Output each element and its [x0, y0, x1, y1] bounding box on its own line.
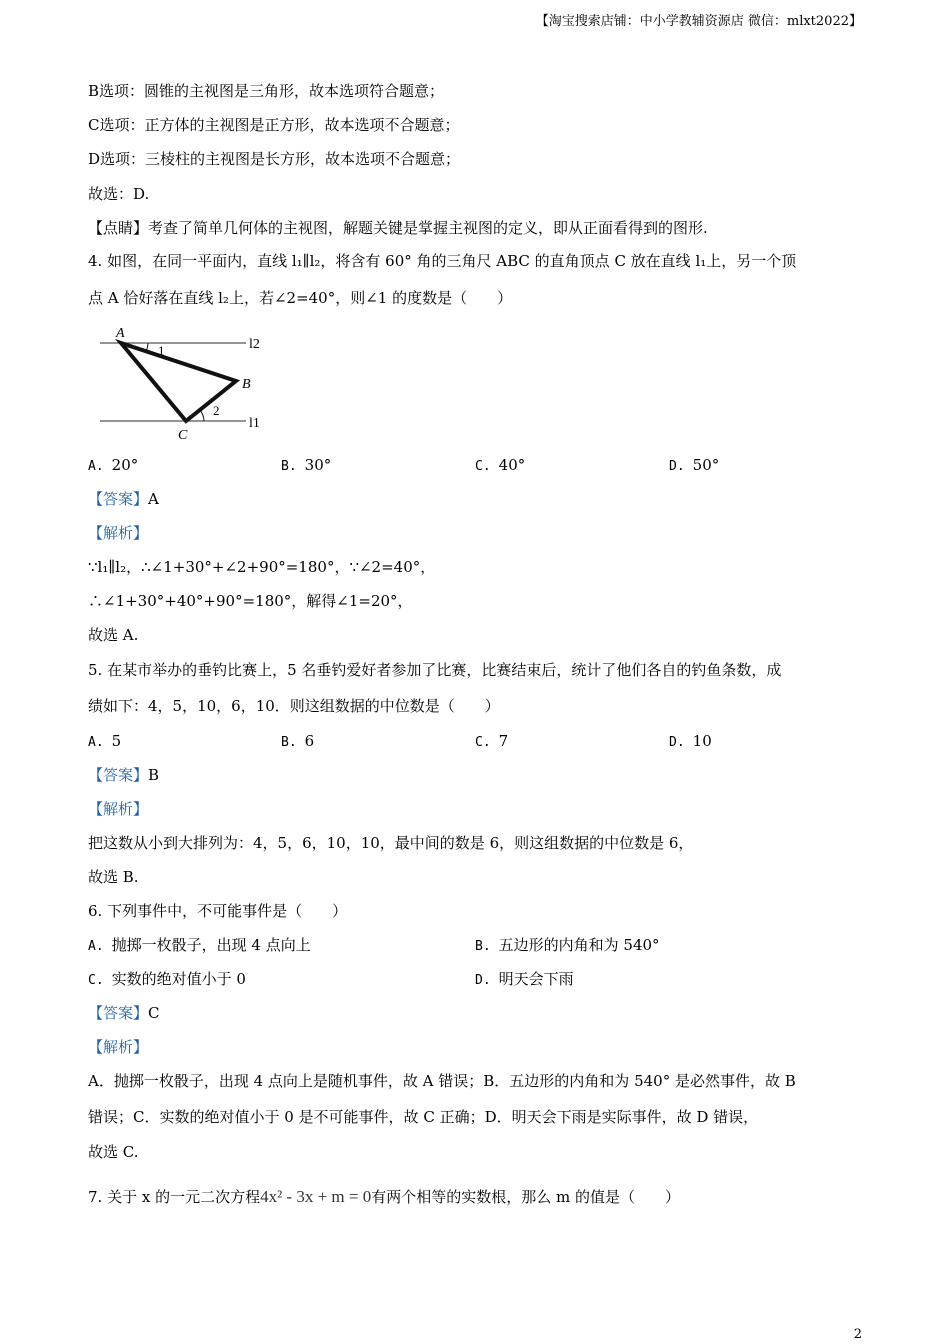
option-text: 抛掷一枚骰子，出现 4 点向上: [111, 936, 311, 954]
q4-answer: [88, 489, 159, 509]
label-angle1: 1: [158, 343, 165, 358]
q5-analysis-tag: 【解析】: [88, 800, 149, 818]
option-label: C.: [475, 735, 491, 750]
option-text: 明天会下雨: [498, 970, 574, 988]
q5-stem-line2: 绩如下：4，5，10，6，10．则这组数据的中位数是（ ）: [88, 697, 500, 715]
q6-option-c: [88, 969, 246, 991]
q5-option-a: [88, 731, 121, 753]
q7-equation: 4x² - 3x + m = 0: [260, 1187, 372, 1206]
option-text: 30°: [304, 456, 332, 474]
label-b: B: [242, 377, 251, 392]
q6-choose: 故选 C.: [88, 1143, 139, 1161]
option-text: 50°: [692, 456, 720, 474]
q4-stem-line1: 4. 如图，在同一平面内，直线 l₁∥l₂，将含有 60° 角的三角尺 ABC 的直角顶点 C 放在直线 l₁上，另一个顶: [88, 252, 797, 270]
label-a: A: [116, 326, 125, 341]
q3-line-d: D选项：三棱柱的主视图是长方形，故本选项不合题意；: [88, 150, 461, 168]
q3-line-b: B选项：圆锥的主视图是三角形，故本选项符合题意；: [88, 82, 445, 100]
q4-option-a: [88, 455, 138, 477]
q5-stem-line1: 5. 在某市举办的垂钓比赛上，5 名垂钓爱好者参加了比赛，比赛结束后，统计了他们各自的钓鱼条数，成: [88, 661, 782, 679]
q3-line-c: C选项：正方体的主视图是正方形，故本选项不合题意；: [88, 116, 460, 134]
label-l1: l1: [249, 416, 260, 431]
q4-option-d: [669, 455, 719, 477]
q3-choose: 故选：D.: [88, 185, 150, 203]
option-label: D.: [669, 459, 685, 474]
q6-answer: [88, 1003, 160, 1023]
q4-choose: 故选 A.: [88, 626, 139, 644]
option-text: 7: [498, 732, 509, 750]
page-number: 2: [853, 1327, 862, 1342]
comment-tag: 【点睛】: [88, 219, 149, 237]
answer-value: A: [148, 490, 159, 508]
option-label: A.: [88, 459, 104, 474]
option-label: C.: [88, 973, 104, 988]
option-label: B.: [475, 939, 491, 954]
option-text: 5: [111, 732, 122, 750]
option-text: 五边形的内角和为 540°: [498, 936, 660, 954]
option-text: 6: [304, 732, 315, 750]
q6-analysis-tag: 【解析】: [88, 1038, 149, 1056]
q4-solution-line1: ∵l₁∥l₂，∴∠1+30°+∠2+90°=180°，∵∠2=40°，: [88, 558, 436, 576]
q4-figure: [96, 326, 266, 446]
option-label: B.: [281, 735, 297, 750]
answer-value: C: [148, 1004, 160, 1022]
label-c: C: [178, 428, 188, 443]
q3-comment: [88, 218, 708, 238]
q4-analysis-tag: 【解析】: [88, 524, 149, 542]
q7-stem: [88, 1187, 680, 1207]
option-label: C.: [475, 459, 491, 474]
option-text: 20°: [111, 456, 139, 474]
option-text: 实数的绝对值小于 0: [111, 970, 246, 988]
q5-option-b: [281, 731, 314, 753]
label-angle2: 2: [213, 403, 220, 418]
page-header: 【淘宝搜索店铺：中小学教辅资源店 微信：mlxt2022】: [535, 14, 862, 29]
q4-stem-line2: 点 A 恰好落在直线 l₂上，若∠2=40°，则∠1 的度数是（ ）: [88, 289, 513, 307]
comment-text: 考查了简单几何体的主视图，解题关键是掌握主视图的定义，即从正面看得到的图形.: [148, 219, 708, 237]
answer-tag: 【答案】: [88, 1004, 149, 1022]
option-text: 10: [692, 732, 712, 750]
q7-suffix: 有两个相等的实数根，那么 m 的值是（ ）: [371, 1188, 680, 1206]
option-label: B.: [281, 459, 297, 474]
q4-option-b: [281, 455, 331, 477]
answer-tag: 【答案】: [88, 766, 149, 784]
q6-option-b: [475, 935, 660, 957]
option-label: A.: [88, 735, 104, 750]
answer-tag: 【答案】: [88, 490, 149, 508]
option-label: D.: [475, 973, 491, 988]
answer-value: B: [148, 766, 160, 784]
label-l2: l2: [249, 337, 260, 352]
option-label: A.: [88, 939, 104, 954]
q5-answer: [88, 765, 159, 785]
option-text: 40°: [498, 456, 526, 474]
q6-solution-line2: 错误；C．实数的绝对值小于 0 是不可能事件，故 C 正确；D．明天会下雨是实际事件，故 D 错误，: [88, 1108, 759, 1126]
option-label: D.: [669, 735, 685, 750]
q6-option-a: [88, 935, 311, 957]
q6-option-d: [475, 969, 574, 991]
q5-option-d: [669, 731, 712, 753]
q6-solution-line1: A．抛掷一枚骰子，出现 4 点向上是随机事件，故 A 错误；B．五边形的内角和为 540° 是必然事件，故 B: [88, 1072, 796, 1090]
q4-solution-line2: ∴∠1+30°+40°+90°=180°，解得∠1=20°，: [88, 592, 413, 610]
q5-solution-line1: 把这数从小到大排列为：4，5，6，10，10，最中间的数是 6，则这组数据的中位数是 6，: [88, 834, 694, 852]
q4-option-c: [475, 455, 525, 477]
q5-option-c: [475, 731, 508, 753]
q7-prefix: 7. 关于 x 的一元二次方程: [88, 1188, 261, 1206]
q6-stem: 6. 下列事件中，不可能事件是（ ）: [88, 902, 348, 920]
q5-choose: 故选 B.: [88, 868, 139, 886]
